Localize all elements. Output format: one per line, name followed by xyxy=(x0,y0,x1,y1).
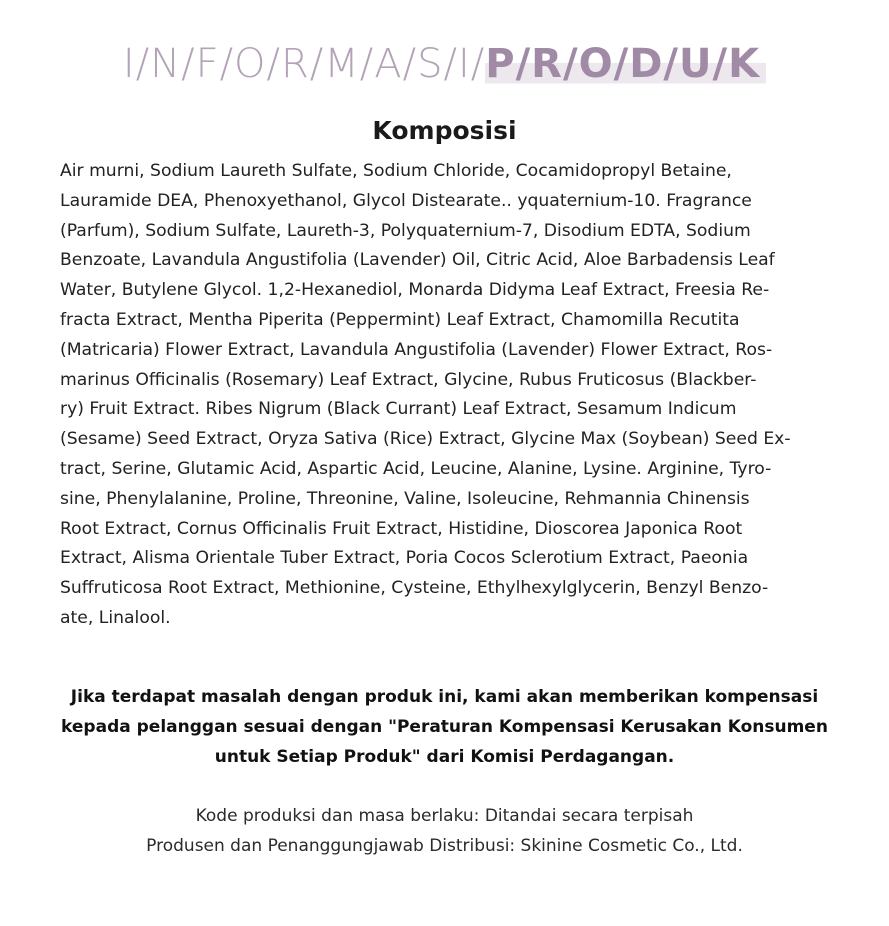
composition-line: Water, Butylene Glycol. 1,2-Hexanediol, Monarda Didyma Leaf Extract, Freesia Re- xyxy=(60,280,770,301)
composition-line: Lauramide DEA, Phenoxyethanol, Glycol Distearate.. yquaternium-10. Fragrance xyxy=(60,190,752,211)
composition-text xyxy=(60,157,830,634)
notice-line: untuk Setiap Produk" dari Komisi Perdagangan. xyxy=(214,747,675,767)
production-code-text: Kode produksi dan masa berlaku: Ditandai secara terpisah xyxy=(195,806,694,826)
composition-line: Suffruticosa Root Extract, Methionine, Cysteine, Ethylhexylglycerin, Benzyl Benzo- xyxy=(60,578,769,599)
composition-line: sine, Phenylalanine, Proline, Threonine, Valine, Isoleucine, Rehmannia Chinensis xyxy=(60,488,750,509)
composition-line: (Sesame) Seed Extract, Oryza Sativa (Rice) Extract, Glycine Max (Soybean) Seed Ex- xyxy=(60,429,791,450)
composition-line: (Parfum), Sodium Sulfate, Laureth-3, Polyquaternium-7, Disodium EDTA, Sodium xyxy=(60,220,751,241)
composition-line: ate, Linalool. xyxy=(60,607,171,628)
composition-line: Benzoate, Lavandula Angustifolia (Lavender) Oil, Citric Acid, Aloe Barbadensis Leaf xyxy=(60,250,775,271)
composition-line: (Matricaria) Flower Extract, Lavandula Angustifolia (Lavender) Flower Extract, Ros- xyxy=(60,339,773,360)
composition-line: tract, Serine, Glutamic Acid, Aspartic Acid, Leucine, Alanine, Lysine. Arginine, Tyro- xyxy=(60,458,772,479)
page-title xyxy=(0,36,889,92)
composition-heading: Komposisi xyxy=(372,116,517,145)
composition-line: Root Extract, Cornus Officinalis Fruit Extract, Histidine, Dioscorea Japonica Root xyxy=(60,518,743,539)
composition-line: ry) Fruit Extract. Ribes Nigrum (Black Currant) Leaf Extract, Sesamum Indicum xyxy=(60,399,737,420)
compensation-notice xyxy=(30,682,859,772)
page-title-light: I/N/F/O/R/M/A/S/I/ xyxy=(122,41,486,87)
composition-line: marinus Officinalis (Rosemary) Leaf Extract, Glycine, Rubus Fruticosus (Blackber- xyxy=(60,369,757,390)
page-title-bold: P/R/O/D/U/K xyxy=(485,41,766,87)
composition-line: Extract, Alisma Orientale Tuber Extract, Poria Cocos Sclerotium Extract, Paeonia xyxy=(60,548,749,569)
notice-line: Jika terdapat masalah dengan produk ini, kami akan memberikan kompensasi xyxy=(70,687,819,707)
product-footer xyxy=(30,801,859,861)
notice-line: kepada pelanggan sesuai dengan "Peraturan Kompensasi Kerusakan Konsumen xyxy=(61,717,828,737)
distributor-text: Produsen dan Penanggungjawab Distribusi: Skinine Cosmetic Co., Ltd. xyxy=(146,836,743,856)
composition-line: fracta Extract, Mentha Piperita (Peppermint) Leaf Extract, Chamomilla Recutita xyxy=(60,309,740,330)
composition-line: Air murni, Sodium Laureth Sulfate, Sodium Chloride, Cocamidopropyl Betaine, xyxy=(60,161,732,181)
